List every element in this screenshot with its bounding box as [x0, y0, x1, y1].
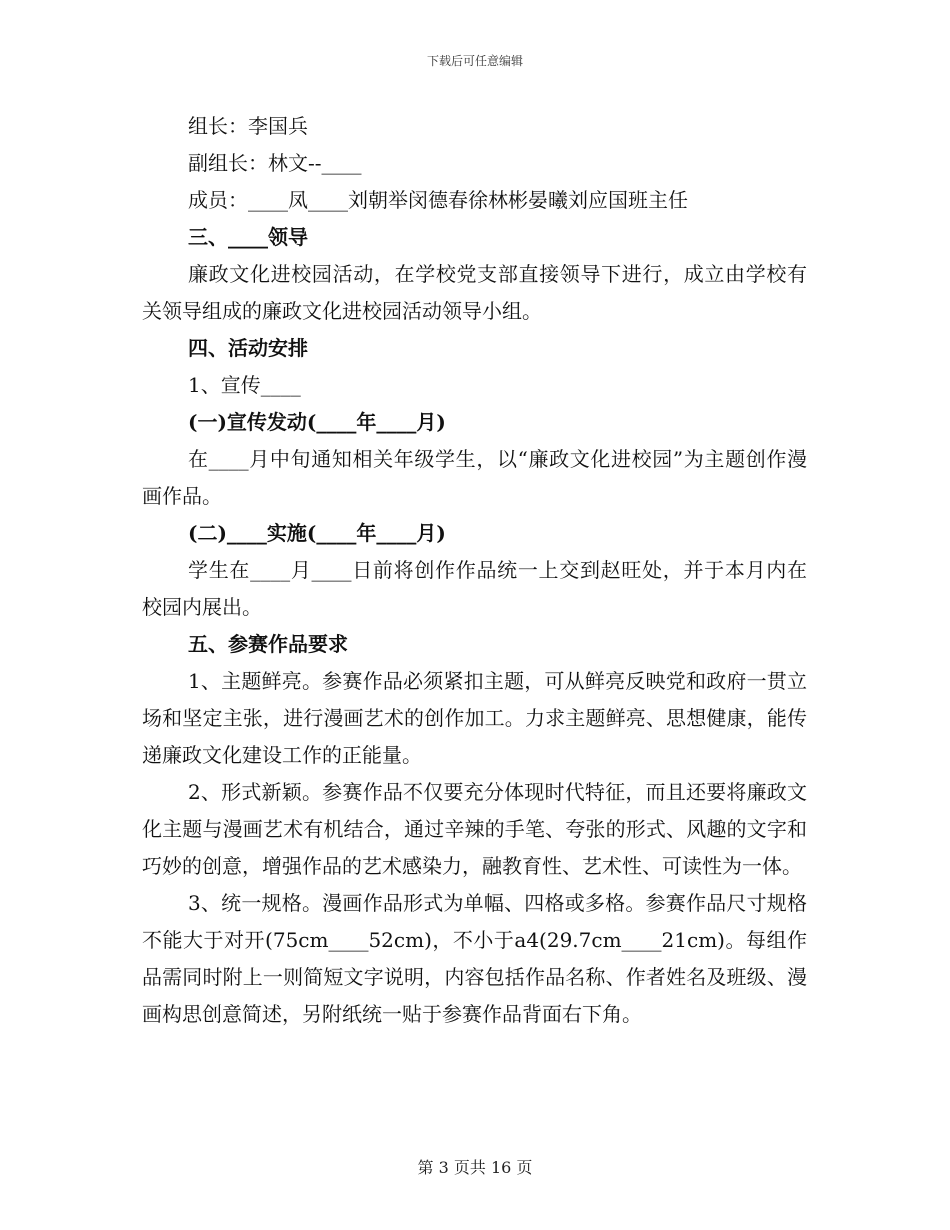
section-3-title: 三、____领导	[188, 225, 308, 249]
section-3-paragraph: 廉政文化进校园活动，在学校党支部直接领导下进行，成立由学校有关领导组成的廉政文化进校园活动领导小组。	[142, 262, 807, 323]
members-line: 成员：____凤____刘朝举闵德春徐林彬晏曦刘应国班主任	[188, 188, 688, 212]
page-footer: 第 3 页共 16 页	[417, 1158, 533, 1177]
item-1-line: 1、宣传____	[188, 373, 301, 397]
page-header: 下载后可任意编辑	[426, 54, 523, 68]
section-5-title: 五、参赛作品要求	[188, 632, 348, 656]
subsection-1-paragraph: 在____月中旬通知相关年级学生，以“廉政文化进校园”为主题创作漫画作品。	[142, 447, 807, 508]
subsection-1-title: (一)宣传发动(____年____月)	[188, 410, 446, 434]
requirement-1-paragraph: 1、主题鲜亮。参赛作品必须紧扣主题，可从鲜亮反映党和政府一贯立场和坚定主张，进行漫画艺术的创作加工。力求主题鲜亮、思想健康，能传递廉政文化建设工作的正能量。	[142, 669, 807, 767]
section-4-title: 四、活动安排	[188, 336, 308, 360]
requirement-3-paragraph: 3、统一规格。漫画作品形式为单幅、四格或多格。参赛作品尺寸规格不能大于对开(75cm____52cm)，不小于a4(29.7cm____21cm)。每组作品需同时附上一则简短文字说明，内容包括作品名称、作者姓名及班级、漫画构思创意简述，另附纸统一贴于参赛作品背面右下角。	[142, 891, 807, 1026]
requirement-2-paragraph: 2、形式新颖。参赛作品不仅要充分体现时代特征，而且还要将廉政文化主题与漫画艺术有机结合，通过辛辣的手笔、夸张的形式、风趣的文字和巧妙的创意，增强作品的艺术感染力，融教育性、艺术性、可读性为一体。	[142, 780, 807, 878]
subsection-2-paragraph: 学生在____月____日前将创作作品统一上交到赵旺处，并于本月内在校园内展出。	[142, 558, 807, 619]
leader-line: 组长：李国兵	[188, 114, 308, 138]
deputy-leader-line: 副组长：林文--____	[188, 151, 362, 175]
subsection-2-title: (二)____实施(____年____月)	[188, 521, 446, 545]
document-body	[142, 108, 807, 1033]
